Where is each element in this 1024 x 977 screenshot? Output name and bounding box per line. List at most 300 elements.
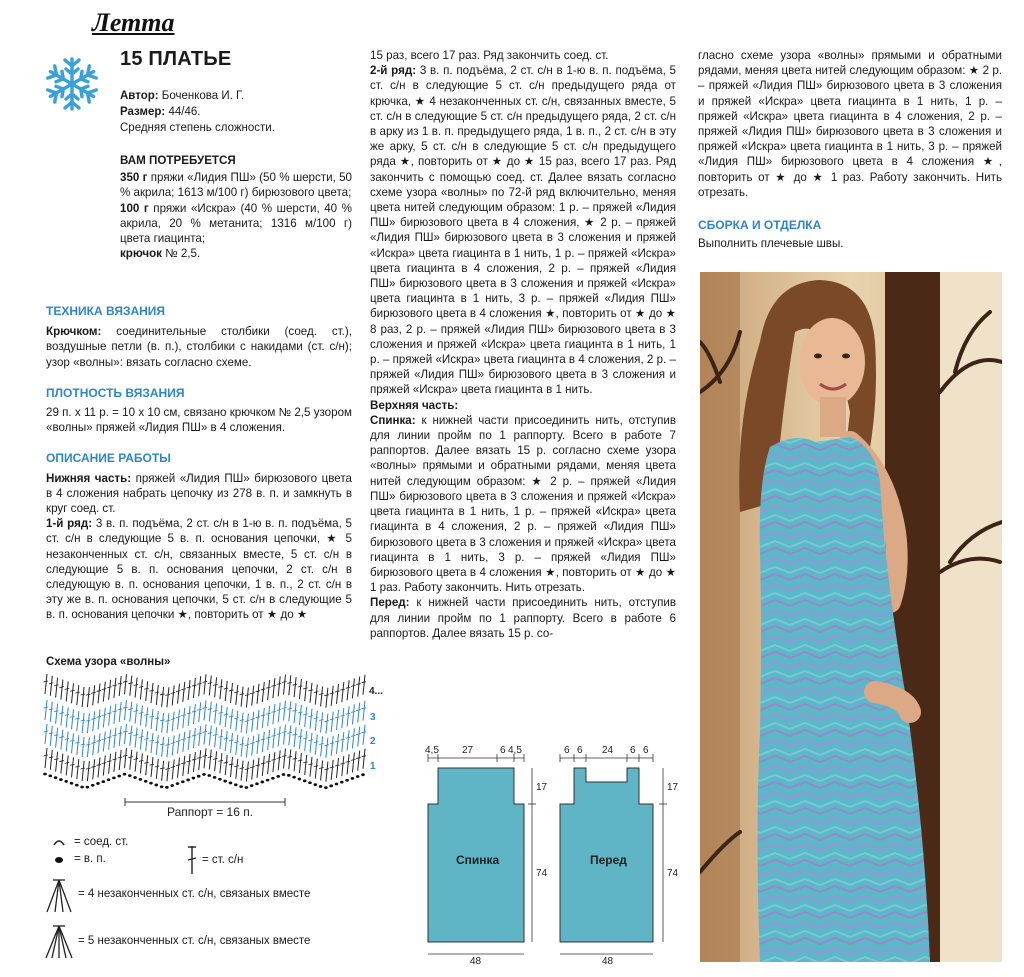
scheme-chain [70,782,74,785]
scheme-stitch [66,755,68,775]
lower-part-body: пряжей «Лидия ПШ» бирюзового цвета в 4 сложения набрать цепочку из 278 в. п. и замкнуть в круг соед. ст. [46,471,352,516]
scheme-stitch [305,755,307,775]
back-dim-top-4: 4,5 [508,745,522,756]
scheme-stitch [109,680,111,700]
back-piece-label: Спинка [456,853,500,867]
scheme-stitch-tick [303,688,308,689]
scheme-stitch [347,730,349,750]
scheme-stitch [262,682,264,702]
scheme-stitch [204,748,206,768]
scheme-stitch [284,749,286,769]
scheme-chain [218,778,222,781]
scheme-stitch-tick [54,711,59,712]
scheme-stitch [193,704,195,724]
scheme-stitch [151,683,153,703]
row1-label: 1-й ряд: [46,517,93,531]
scheme-stitch-tick [70,740,75,741]
scheme-stitch-tick [70,716,75,717]
scheme-stitch [156,759,158,779]
materials-heading: ВАМ ПОТРЕБУЕТСЯ [120,154,236,167]
scheme-stitch-tick [81,744,86,745]
author-value: Боченкова И. Г. [161,90,245,102]
scheme-stitch [82,761,84,781]
scheme-stitch [289,675,291,695]
scheme-stitch [363,725,365,745]
scheme-stitch-tick [123,681,128,682]
item1-amount: 350 г [120,171,148,185]
scheme-stitch [321,686,323,706]
scheme-stitch-tick [229,690,234,691]
scheme-chain [59,778,63,781]
scheme-stitch-tick [245,721,250,722]
scheme-stitch-tick [160,744,165,745]
scheme-stitch-tick [250,767,255,768]
scheme-chain [165,786,169,789]
scheme-stitch-tick [314,766,319,767]
front-body: к нижней части присоединить нить, отступив для линии пройм по 1 раппорту. Всего в работе 6 раппортов. Далее вязать 15 р. со- [370,596,676,640]
scheme-stitch-tick [171,692,176,693]
scheme-stitch-tick [303,762,308,763]
scheme-stitch [315,735,317,755]
scheme-stitch [109,706,111,726]
column-1 [46,304,352,623]
scheme-stitch [146,755,148,775]
scheme-stitch [268,730,270,750]
scheme-stitch-tick [356,710,361,711]
scheme-stitch [262,732,264,752]
scheme-stitch-tick [91,718,96,719]
scheme-stitch-tick [102,739,107,740]
scheme-stitch [45,748,47,768]
scheme-stitch-tick [234,692,239,693]
legend-slip: = соед. ст. [74,836,129,848]
scheme-stitch [162,687,164,707]
scheme-stitch-tick [86,694,91,695]
scheme-stitch [151,733,153,753]
scheme-stitch-tick [293,684,298,685]
scheme-stitch [347,680,349,700]
scheme-stitch [82,687,84,707]
scheme-stitch [167,713,169,733]
wave-pattern-chart [40,670,385,825]
magazine-logo: Летта [92,8,175,37]
scheme-stitch [363,675,365,695]
scheme-chain [287,774,291,777]
scheme-stitch [246,762,248,782]
scheme-stitch-tick [44,681,49,682]
scheme-stitch [135,728,137,748]
difficulty-text: Средняя степень сложности. [120,122,275,134]
pattern-pieces-diagram [420,742,685,967]
scheme-stitch-tick [298,712,303,713]
scheme-stitch [156,711,158,731]
scheme-stitch [257,684,259,704]
scheme-chain [266,779,270,782]
scheme-stitch-tick [112,735,117,736]
scheme-stitch [358,677,360,697]
technique-text [46,324,352,370]
scheme-stitch-tick [65,714,70,715]
scheme-stitch [352,678,354,698]
scheme-stitch-tick [75,718,80,719]
double-crochet-icon [184,844,200,876]
scheme-stitch [321,712,323,732]
scheme-stitch-tick [314,742,319,743]
scheme-stitch [289,749,291,769]
scheme-stitch [337,684,339,704]
scheme-chain [303,779,307,782]
scheme-stitch [273,752,275,772]
scheme-chain [192,777,196,780]
scheme-stitch [87,687,89,707]
col2-continuation: 15 раз, всего 17 раз. Ряд закончить соед. ст. [370,49,609,62]
scheme-stitch [50,676,52,696]
front-text [370,595,676,641]
scheme-stitch [172,759,174,779]
density-heading: ПЛОТНОСТЬ ВЯЗАНИЯ [46,385,185,400]
scheme-stitch [273,728,275,748]
scheme-stitch-tick [197,733,202,734]
scheme-stitch-tick [181,715,186,716]
scheme-chain [213,776,217,779]
scheme-chain [96,782,100,785]
scheme-stitch [167,761,169,781]
scheme-chain [155,784,159,787]
scheme-stitch-tick [351,685,356,686]
scheme-stitch-tick [319,767,324,768]
scheme-stitch-tick [144,688,149,689]
scheme-stitch [193,728,195,748]
scheme-stitch [225,731,227,751]
scheme-stitch-tick [351,759,356,760]
scheme-stitch [188,706,190,726]
scheme-stitch [342,732,344,752]
scheme-stitch-tick [187,687,192,688]
scheme-stitch-tick [176,717,181,718]
scheme-chain [102,780,106,783]
scheme-stitch-tick [340,689,345,690]
back-piece [425,745,548,967]
scheme-stitch [331,712,333,732]
scheme-stitch-tick [150,740,155,741]
size-value: 44/46. [168,106,201,118]
scheme-stitch-tick [197,683,202,684]
column-3 [698,48,1002,251]
scheme-stitch-tick [197,757,202,758]
scheme-stitch-tick [298,736,303,737]
scheme-stitch-tick [256,717,261,718]
dc5-together-icon [44,924,74,960]
scheme-stitch-tick [187,761,192,762]
scheme-stitch-tick [319,719,324,720]
scheme-stitch [87,737,89,757]
scheme-stitch [162,761,164,781]
scheme-stitch [50,726,52,746]
scheme-stitch [98,757,100,777]
scheme-chain [128,774,132,777]
scheme-stitch-tick [192,735,197,736]
description-heading: ОПИСАНИЕ РАБОТЫ [46,451,171,466]
scheme-stitch [93,711,95,731]
scheme-stitch [45,724,47,744]
scheme-stitch [183,708,185,728]
scheme-stitch [56,728,58,748]
scheme-stitch [215,727,217,747]
scheme-stitch [231,757,233,777]
scheme-stitch [93,685,95,705]
scheme-stitch-tick [234,766,239,767]
scheme-stitch [310,757,312,777]
scheme-stitch-tick [54,685,59,686]
scheme-stitch [337,710,339,730]
scheme-stitch [98,733,100,753]
scheme-stitch-tick [298,760,303,761]
scheme-stitch [220,729,222,749]
scheme-stitch-tick [314,718,319,719]
upper-part-label: Верхняя часть: [370,398,459,412]
scheme-stitch-tick [155,742,160,743]
scheme-stitch-tick [91,742,96,743]
scheme-stitch-tick [282,732,287,733]
scheme-stitch-tick [81,694,86,695]
scheme-stitch-tick [356,758,361,759]
scheme-stitch-tick [181,689,186,690]
scheme-chain [123,773,127,776]
scheme-stitch [352,728,354,748]
scheme-stitch [305,681,307,701]
scheme-stitch-tick [203,707,208,708]
scheme-stitch [262,756,264,776]
scheme-stitch-tick [70,690,75,691]
scheme-stitch-tick [128,757,133,758]
scheme-stitch [252,712,254,732]
scheme-stitch-tick [277,733,282,734]
hook-text: № 2,5. [165,247,201,261]
scheme-stitch [167,737,169,757]
scheme-stitch [310,709,312,729]
scheme-stitch-tick [86,744,91,745]
scheme-stitch-tick [324,721,329,722]
scheme-stitch-tick [165,694,170,695]
scheme-stitch-tick [118,757,123,758]
scheme-stitch-tick [107,761,112,762]
scheme-stitch [56,678,58,698]
scheme-stitch [130,702,132,722]
scheme-stitch [188,730,190,750]
scheme-chain [361,773,365,776]
scheme-stitch [135,678,137,698]
scheme-stitch-tick [112,759,117,760]
scheme-chain [245,786,249,789]
scheme-stitch-tick [128,733,133,734]
scheme-stitch [231,709,233,729]
scheme-stitch-tick [155,718,160,719]
scheme-stitch [363,749,365,769]
row-number-3: 3 [370,712,376,723]
scheme-stitch [326,714,328,734]
scheme-stitch-tick [181,739,186,740]
scheme-stitch-tick [150,690,155,691]
scheme-stitch [236,759,238,779]
scheme-stitch [225,755,227,775]
scheme-stitch [294,727,296,747]
scheme-stitch-tick [134,685,139,686]
scheme-stitch-tick [176,691,181,692]
scheme-chain [308,781,312,784]
scheme-stitch [220,753,222,773]
scheme-chain [176,782,180,785]
scheme-stitch-tick [134,711,139,712]
scheme-stitch-tick [128,683,133,684]
scheme-stitch [140,679,142,699]
scheme-stitch-tick [330,767,335,768]
scheme-stitch [215,703,217,723]
scheme-stitch-tick [245,769,250,770]
scheme-stitch [125,700,127,720]
scheme-stitch [103,708,105,728]
scheme-stitch-tick [75,692,80,693]
scheme-stitch-tick [107,713,112,714]
scheme-stitch-tick [155,692,160,693]
scheme-stitch [337,734,339,754]
scheme-stitch-tick [324,769,329,770]
scheme-stitch [337,758,339,778]
scheme-stitch [225,681,227,701]
snowflake-icon [44,56,100,112]
scheme-stitch [188,754,190,774]
scheme-stitch-tick [282,682,287,683]
scheme-stitch-tick [309,716,314,717]
scheme-stitch-tick [97,764,102,765]
scheme-stitch-tick [256,741,261,742]
scheme-stitch-tick [245,745,250,746]
scheme-stitch-tick [134,735,139,736]
scheme-stitch-tick [330,719,335,720]
assembly-heading: СБОРКА И ОТДЕЛКА [698,218,822,233]
scheme-chain [75,784,79,787]
scheme-stitch-tick [224,762,229,763]
scheme-stitch [140,705,142,725]
scheme-stitch [326,688,328,708]
scheme-stitch-tick [192,759,197,760]
scheme-stitch [257,710,259,730]
scheme-stitch-tick [319,693,324,694]
scheme-chain [292,776,296,779]
scheme-stitch [178,758,180,778]
scheme-stitch-tick [261,739,266,740]
size-line [120,104,330,120]
scheme-chain [351,777,355,780]
scheme-stitch-tick [139,712,144,713]
scheme-stitch-tick [165,720,170,721]
scheme-stitch [135,752,137,772]
scheme-stitch-tick [102,763,107,764]
scheme-stitch [215,677,217,697]
scheme-chain [181,780,185,783]
scheme-chain [139,778,143,781]
scheme-stitch [209,726,211,746]
row2-label: 2-й ряд: [370,64,417,78]
scheme-stitch [231,683,233,703]
scheme-stitch [72,709,74,729]
scheme-stitch [66,681,68,701]
scheme-stitch-tick [346,687,351,688]
scheme-stitch-tick [91,766,96,767]
scheme-stitch-tick [351,735,356,736]
item1-text: пряжи «Лидия ПШ» (50 % шерсти, 50 % акрила; 1613 м/100 г) бирюзового цвета; [120,171,352,200]
front-dim-side: 74 [667,868,679,879]
scheme-stitch [103,682,105,702]
scheme-stitch [342,708,344,728]
scheme-stitch-tick [208,757,213,758]
scheme-stitch-tick [356,684,361,685]
scheme-stitch-tick [261,715,266,716]
scheme-stitch-tick [86,720,91,721]
scheme-stitch-tick [240,720,245,721]
scheme-chain [319,785,323,788]
scheme-stitch [294,677,296,697]
scheme-stitch-tick [44,755,49,756]
scheme-stitch-tick [277,709,282,710]
scheme-stitch [125,724,127,744]
scheme-symbols [43,674,366,789]
scheme-stitch-tick [330,743,335,744]
front-dim-top-2: 6 [577,745,583,756]
scheme-stitch-tick [224,714,229,715]
scheme-stitch [331,736,333,756]
scheme-stitch-tick [240,744,245,745]
scheme-stitch-tick [303,714,308,715]
scheme-stitch-tick [335,765,340,766]
scheme-stitch [114,728,116,748]
row-number-1: 1 [370,761,376,772]
page-title: 15 ПЛАТЬЕ [120,48,232,70]
scheme-stitch-tick [208,709,213,710]
scheme-stitch [273,704,275,724]
scheme-stitch-tick [187,713,192,714]
scheme-stitch [77,759,79,779]
scheme-stitch-tick [176,741,181,742]
row2-body: 3 в. п. подъёма, 2 ст. с/н в 1-ю в. п. подъёма, 5 ст. с/н в следующие 5 ст. с/н предыдущего ряда от крючка, ★ 4 незаконченных ст. с/н, связанных вместе, 5 ст. с/н в следующие 5 ст. с/н предыдущего ряда, 2 ст. с/н в арку из 1 в. п. предыдущего ряда, 1 в. п., 2 ст. с/н в эту же арку, 5 ст. с/н в следующие 5 ст. с/н предыдущего ряда ★, повторить от ★ до ★ 15 раз, всего 17 раз. Ряд закончить с помощью соед. ст. Далее вязать согласно схеме узора «волны» по 72-й ряд включительно, меняя цвета нитей следующим образом: 1 р. – пряжей «Лидия ПШ» бирюзового цвета в 4 сложения, ★ 2 р. – пряжей «Лидия ПШ» бирюзового цвета в 3 сложения и пряжей «Искра» цвета гиацинта в 1 нить, 1 р. – пряжей «Искра» цвета гиацинта в 4 сложения, 2 р. – пряжей «Лидия ПШ» бирюзового цвета в 3 сложения и пряжей «Искра» цвета гиацинта в 1 нить, 3 р. – пряжей «Лидия ПШ» бирюзового цвета в 4 сложения ★, повторить от ★ до ★ 8 раз, 2 р. – пряжей «Лидия ПШ» бирюзового цвета в 3 сложения и пряжей «Искра» цвета гиацинта в 1 нить, 1 р. – пряжей «Искра» цвета гиацинта в 4 сложения, 2 р. – пряжей «Лидия ПШ» бирюзового цвета в 3 сложения и пряжей «Искра» цвета гиацинта в 1 нить. [370,64,676,397]
scheme-stitch [50,750,52,770]
scheme-stitch [289,701,291,721]
scheme-stitch-tick [107,687,112,688]
scheme-stitch [178,684,180,704]
scheme-stitch [220,679,222,699]
scheme-chain [64,780,68,783]
scheme-stitch-tick [181,763,186,764]
scheme-stitch-tick [160,768,165,769]
scheme-stitch [321,760,323,780]
scheme-chain [229,782,233,785]
technique-body: соединительные столбики (соед. ст.), воздушные петли (в. п.), столбики с накидами (ст. с/н); узор «волны»: вязать согласно схеме. [46,325,352,369]
scheme-stitch [236,711,238,731]
scheme-stitch [146,681,148,701]
scheme-stitch [140,753,142,773]
front-label: Перед: [370,596,410,610]
scheme-stitch [114,678,116,698]
legend-dc5: = 5 незаконченных ст. с/н, связаных вместе [78,935,311,947]
scheme-stitch [93,759,95,779]
scheme-stitch-tick [213,734,218,735]
scheme-stitch [278,676,280,696]
scheme-stitch [72,733,74,753]
scheme-stitch [130,750,132,770]
scheme-stitch-tick [224,738,229,739]
scheme-stitch-tick [203,755,208,756]
scheme-stitch [82,713,84,733]
pattern-meta [120,88,330,136]
